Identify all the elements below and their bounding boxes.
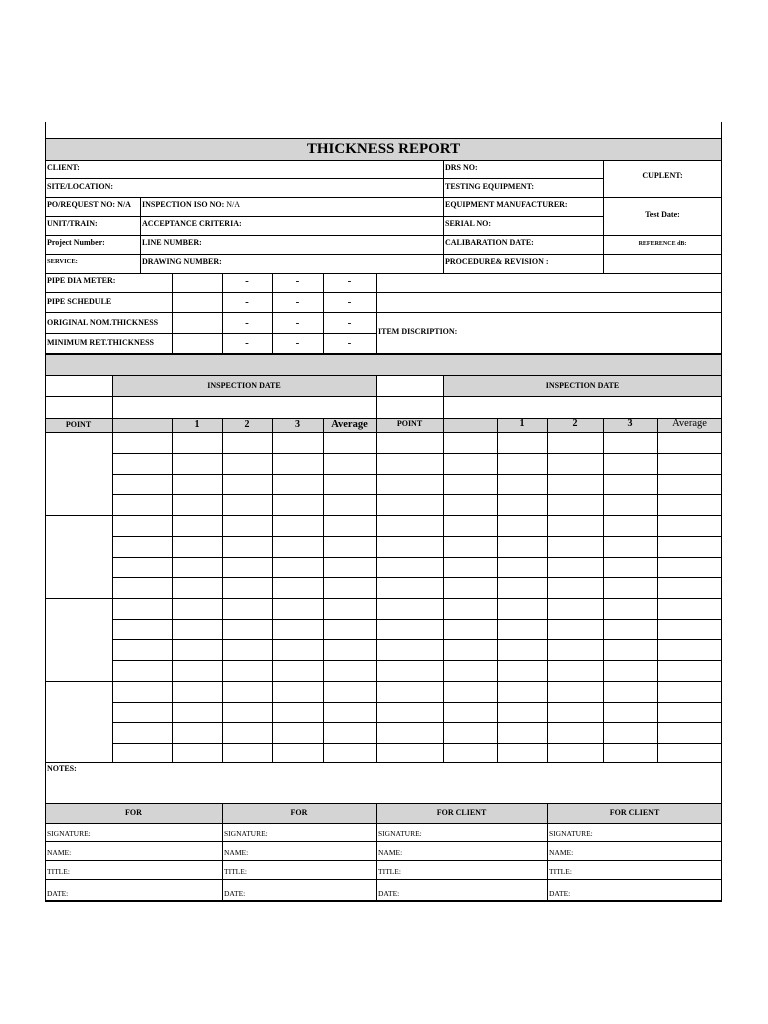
calibration-date-label: CALIBARATION DATE:	[445, 238, 534, 247]
spec-dash: -	[245, 337, 249, 349]
pipe-schedule-label: PIPE SCHEDULE	[47, 297, 112, 306]
signoff-header-1: FOR	[125, 808, 142, 817]
spec-dash: -	[347, 317, 352, 329]
notes-label: NOTES:	[47, 764, 77, 773]
title-label: TITLE:	[378, 867, 401, 876]
thickness-report-sheet	[45, 122, 722, 902]
test-date-label: Test Date:	[645, 210, 680, 219]
pipe-diameter-label: PIPE DIA METER:	[47, 276, 116, 285]
average-header-left: Average	[331, 419, 368, 430]
signoff-header-2: FOR	[290, 808, 308, 817]
testing-equipment-label: TESTING EQUIPMENT:	[445, 182, 534, 191]
average-header-right: Average	[672, 418, 707, 429]
signoff-header-4: FOR CLIENT	[609, 808, 660, 817]
drs-no-label: DRS NO:	[445, 163, 478, 172]
project-number-label: Project Number:	[47, 238, 105, 247]
reading-1-header-right: 1	[519, 418, 525, 429]
spec-dash: -	[245, 296, 249, 308]
item-description-label: ITEM DISCRIPTION:	[378, 327, 458, 336]
date-label: DATE:	[549, 889, 571, 898]
reading-2-header-right: 2	[572, 418, 578, 429]
signoff-header-3: FOR CLIENT	[436, 808, 487, 817]
unit-train-label: UNIT/TRAIN:	[47, 219, 98, 228]
acceptance-criteria-label: ACCEPTANCE CRITERIA:	[142, 219, 242, 228]
signature-label: SIGNATURE:	[378, 829, 422, 838]
point-header-left: POINT	[65, 420, 92, 429]
reference-db-label: REFERENCE dB:	[638, 241, 687, 247]
date-label: DATE:	[378, 889, 400, 898]
spec-dash: -	[295, 296, 300, 308]
point-header-right: POINT	[396, 419, 423, 428]
date-label: DATE:	[224, 889, 246, 898]
inspection-iso-label: INSPECTION ISO NO: N/A	[142, 200, 241, 209]
cuplent-label: CUPLENT:	[642, 171, 683, 180]
title-label: TITLE:	[47, 867, 70, 876]
inspection-date-label-left: INSPECTION DATE	[207, 381, 281, 390]
name-label: NAME:	[47, 848, 72, 857]
spec-dash: -	[347, 296, 352, 308]
procedure-revision-label: PROCEDURE& REVISION :	[445, 257, 549, 266]
spec-dash: -	[245, 317, 249, 329]
name-label: NAME:	[378, 848, 403, 857]
inspection-date-label-right: INSPECTION DATE	[545, 381, 620, 390]
original-thickness-label: ORIGINAL NOM.THICKNESS	[47, 318, 159, 327]
signature-label: SIGNATURE:	[549, 829, 593, 838]
reading-1-header-left: 1	[194, 419, 200, 430]
page-title: THICKNESS REPORT	[306, 141, 461, 157]
serial-no-label: SERIAL NO:	[445, 219, 492, 228]
title-label: TITLE:	[549, 867, 572, 876]
signature-label: SIGNATURE:	[47, 829, 91, 838]
spec-dash: -	[347, 337, 352, 349]
reading-3-header-right: 3	[627, 418, 633, 429]
spec-dash: -	[295, 275, 300, 287]
service-label: SERVICE:	[47, 258, 78, 265]
spec-dash: -	[347, 275, 352, 287]
spec-dash: -	[295, 317, 300, 329]
date-label: DATE:	[47, 889, 69, 898]
spec-dash: -	[245, 275, 249, 287]
client-label: CLIENT:	[47, 163, 80, 172]
signature-label: SIGNATURE:	[224, 829, 268, 838]
border-bottom	[45, 900, 722, 902]
name-label: NAME:	[224, 848, 249, 857]
line-number-label: LINE NUMBER:	[142, 238, 202, 247]
reading-2-header-left: 2	[244, 419, 250, 430]
reading-3-header-left: 3	[295, 419, 300, 430]
name-label: NAME:	[549, 848, 574, 857]
drawing-number-label: DRAWING NUMBER:	[142, 257, 222, 266]
section-divider-band	[45, 355, 722, 375]
po-request-label: PO/REQUEST NO: N/A	[47, 200, 131, 209]
title-label: TITLE:	[224, 867, 247, 876]
spec-dash: -	[295, 337, 300, 349]
minimum-thickness-label: MINIMUM RET.THICKNESS	[47, 338, 154, 347]
equipment-manufacturer-label: EQUIPMENT MANUFACTURER:	[445, 200, 568, 209]
site-location-label: SITE/LOCATION:	[47, 182, 114, 191]
border-top	[45, 138, 722, 139]
notes-field[interactable]	[46, 774, 721, 802]
